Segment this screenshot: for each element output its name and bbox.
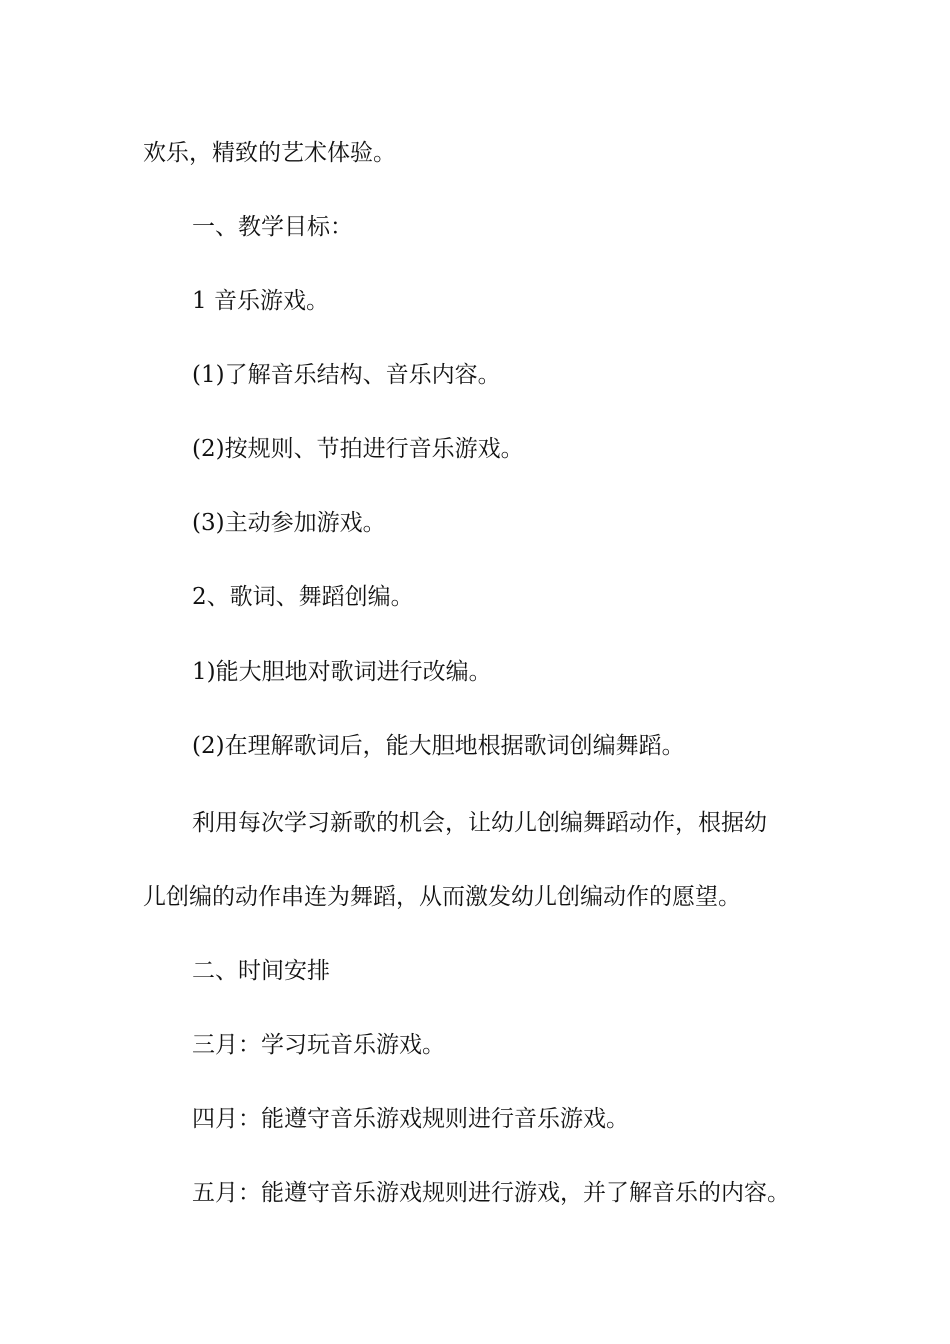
list-item: (3)主动参加游戏。: [192, 510, 386, 536]
list-item: (2)在理解歌词后，能大胆地根据歌词创编舞蹈。: [192, 733, 685, 759]
list-item: (1)了解音乐结构、音乐内容。: [192, 362, 501, 388]
schedule-item: 五月：能遵守音乐游戏规则进行游戏，并了解音乐的内容。: [192, 1180, 790, 1206]
subheading-music-game: 1 音乐游戏。: [192, 288, 329, 314]
paragraph-line: 利用每次学习新歌的机会，让幼儿创编舞蹈动作，根据幼: [192, 810, 767, 836]
list-item: 1)能大胆地对歌词进行改编。: [192, 659, 492, 685]
section-heading-goals: 一、教学目标：: [192, 214, 353, 240]
paragraph-line: 儿创编的动作串连为舞蹈，从而激发幼儿创编动作的愿望。: [143, 884, 741, 910]
section-heading-schedule: 二、时间安排: [192, 958, 330, 984]
list-item: (2)按规则、节拍进行音乐游戏。: [192, 436, 524, 462]
text-line-continuation: 欢乐，精致的艺术体验。: [143, 140, 396, 166]
schedule-item: 四月：能遵守音乐游戏规则进行音乐游戏。: [192, 1106, 629, 1132]
schedule-item: 三月：学习玩音乐游戏。: [192, 1032, 445, 1058]
subheading-creation: 2、歌词、舞蹈创编。: [192, 584, 414, 610]
